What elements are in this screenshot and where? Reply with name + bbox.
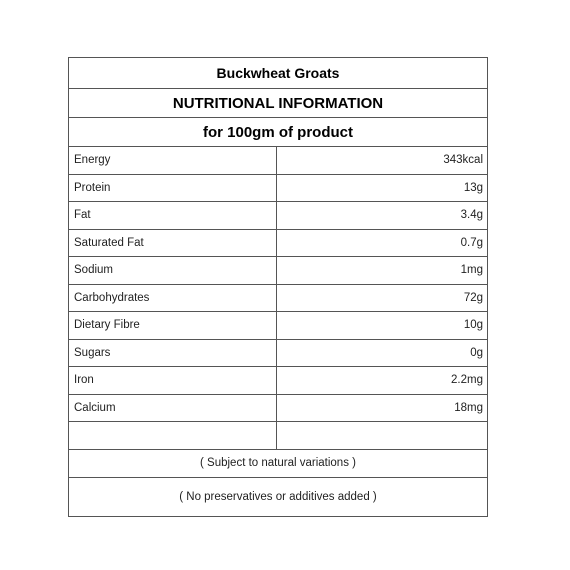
nutrient-value: 0g (470, 346, 483, 359)
nutrient-value: 2.2mg (451, 374, 483, 387)
serving-basis: for 100gm of product (69, 118, 487, 147)
product-name: Buckwheat Groats (69, 58, 487, 89)
table-row (69, 202, 487, 230)
label-title: NUTRITIONAL INFORMATION (69, 89, 487, 118)
nutrition-label (68, 57, 488, 517)
nutrient-name: Protein (69, 175, 277, 202)
nutrient-name: Sodium (69, 257, 277, 284)
nutrient-name: Iron (69, 367, 277, 394)
table-row (69, 147, 487, 175)
nutrient-value: 18mg (454, 401, 483, 414)
nutrient-name: Calcium (69, 395, 277, 422)
table-row (69, 175, 487, 203)
nutrient-table (69, 147, 487, 450)
table-row (69, 257, 487, 285)
nutrient-value (277, 422, 487, 449)
nutrient-value: 0.7g (460, 236, 483, 249)
preservatives-note: ( No preservatives or additives added ) (179, 490, 377, 503)
nutrient-value: 3.4g (460, 209, 483, 222)
table-row (69, 230, 487, 258)
nutrient-value: 72g (463, 291, 483, 304)
nutrient-name (69, 422, 277, 449)
nutrient-name: Dietary Fibre (69, 312, 277, 339)
nutrient-value: 1mg (460, 264, 483, 277)
nutrient-name: Fat (69, 202, 277, 229)
table-row (69, 340, 487, 368)
table-row (69, 367, 487, 395)
variations-note: ( Subject to natural variations ) (69, 450, 487, 478)
table-row (69, 395, 487, 423)
nutrient-value: 343kcal (443, 154, 483, 167)
nutrient-name: Saturated Fat (69, 230, 277, 257)
nutrient-name: Sugars (69, 340, 277, 367)
table-row (69, 285, 487, 313)
nutrient-name: Carbohydrates (69, 285, 277, 312)
table-row-empty (69, 422, 487, 450)
table-row (69, 312, 487, 340)
nutrient-value: 13g (463, 181, 483, 194)
nutrient-value: 10g (463, 319, 483, 332)
nutrient-name: Energy (69, 147, 277, 174)
